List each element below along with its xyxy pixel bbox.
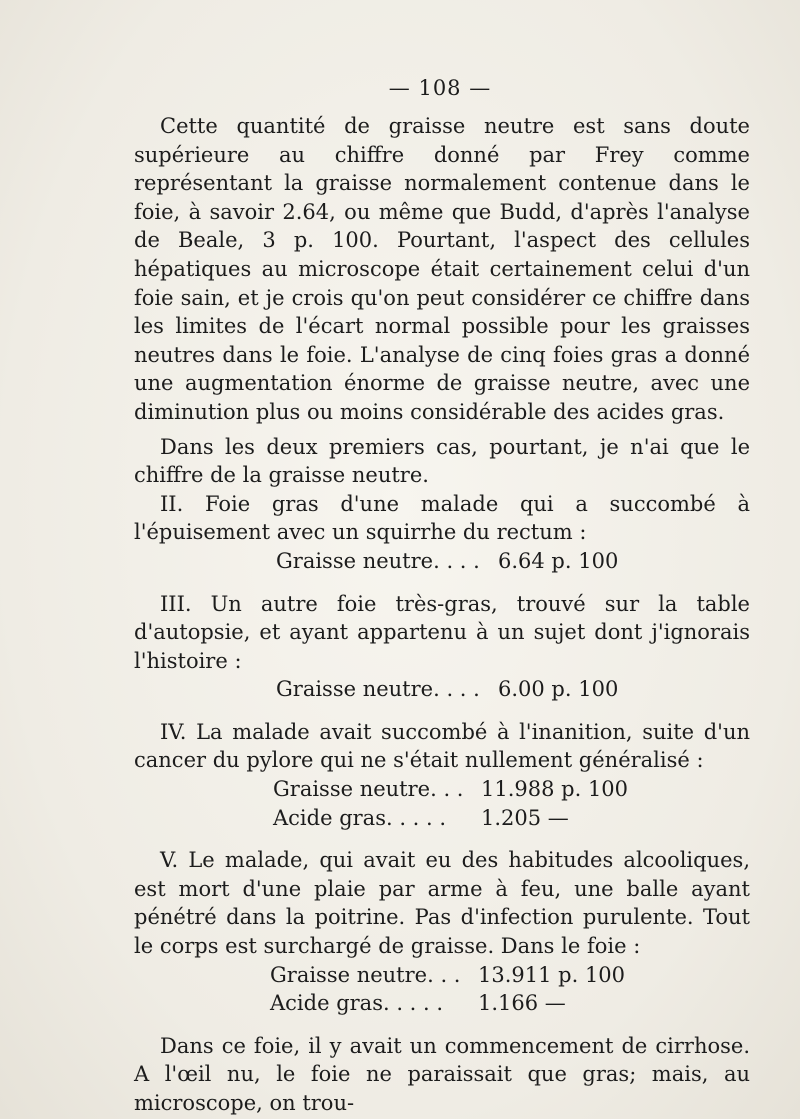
paragraph-fat-quantity: Cette quantité de graisse neutre est sans doute supérieure au chiffre donné par Frey comme représentant la graisse normalement contenue dans le foie, à savoir 2.64, ou même que Budd, d'après l'analyse de Beale, 3 p. 100. Pourtant, l'aspect des cellules hépatiques au microscope était certainement celui d'un foie sain, et je crois qu'on peut considérer ce chiffre dans les limites de l'écart normal possible pour les graisses neutres dans le foie. L'analyse de cinq foies gras a donné une augmentation énorme de graisse neutre, avec une diminution plus ou moins considérable des acides gras. — [134, 114, 750, 424]
measurement-value: 13.911 p. 100 — [478, 962, 626, 987]
paragraph-first-cases: Dans les deux premiers cas, pourtant, je n'ai que le chiffre de la graisse neutre. — [134, 434, 750, 488]
measurement-value: 6.00 p. 100 — [498, 677, 619, 702]
measurement-row — [134, 989, 750, 1018]
measurement-value: 11.988 p. 100 — [481, 777, 629, 802]
measurement-row — [134, 547, 750, 576]
measurement-row — [134, 961, 750, 990]
paragraph-cirrhosis: Dans ce foie, il y avait un commencement de cirrhose. A l'œil nu, le foie ne paraissait que gras; mais, au microscope, on trou- — [134, 1033, 750, 1115]
measurement-label: Graisse neutre. . . — [273, 777, 464, 802]
measurement-row — [134, 804, 750, 833]
paragraph-case-4: IV. La malade avait succombé à l'inanition, suite d'un cancer du pylore qui ne s'était nullement généralisé : — [134, 719, 750, 773]
page-number: — 108 — — [388, 76, 492, 100]
measurement-label: Acide gras. . . . . — [270, 991, 444, 1016]
measurement-value: 6.64 p. 100 — [498, 548, 619, 573]
measurement-label: Graisse neutre. . . . — [276, 677, 480, 702]
measurement-label: Graisse neutre. . . . — [276, 548, 480, 573]
measurement-value: 1.205 — — [481, 805, 569, 830]
measurement-row — [134, 675, 750, 704]
measurement-value: 1.166 — — [478, 991, 566, 1016]
paragraph-case-3: III. Un autre foie très-gras, trouvé sur la table d'autopsie, et ayant appartenu à un sujet dont j'ignorais l'histoire : — [134, 591, 750, 673]
measurement-label: Graisse neutre. . . — [270, 962, 461, 987]
measurement-label: Acide gras. . . . . — [273, 805, 447, 830]
paragraph-case-5: V. Le malade, qui avait eu des habitudes alcooliques, est mort d'une plaie par arme à feu, une balle ayant pénétré dans la poitrine. Pas d'infection purulente. Tout le corps est surchargé de graisse. Dans le foie : — [134, 848, 750, 959]
measurement-row — [134, 775, 750, 804]
paragraph-case-2: II. Foie gras d'une malade qui a succombé à l'épuisement avec un squirrhe du rectum : — [134, 491, 750, 545]
body-text — [134, 112, 750, 1118]
